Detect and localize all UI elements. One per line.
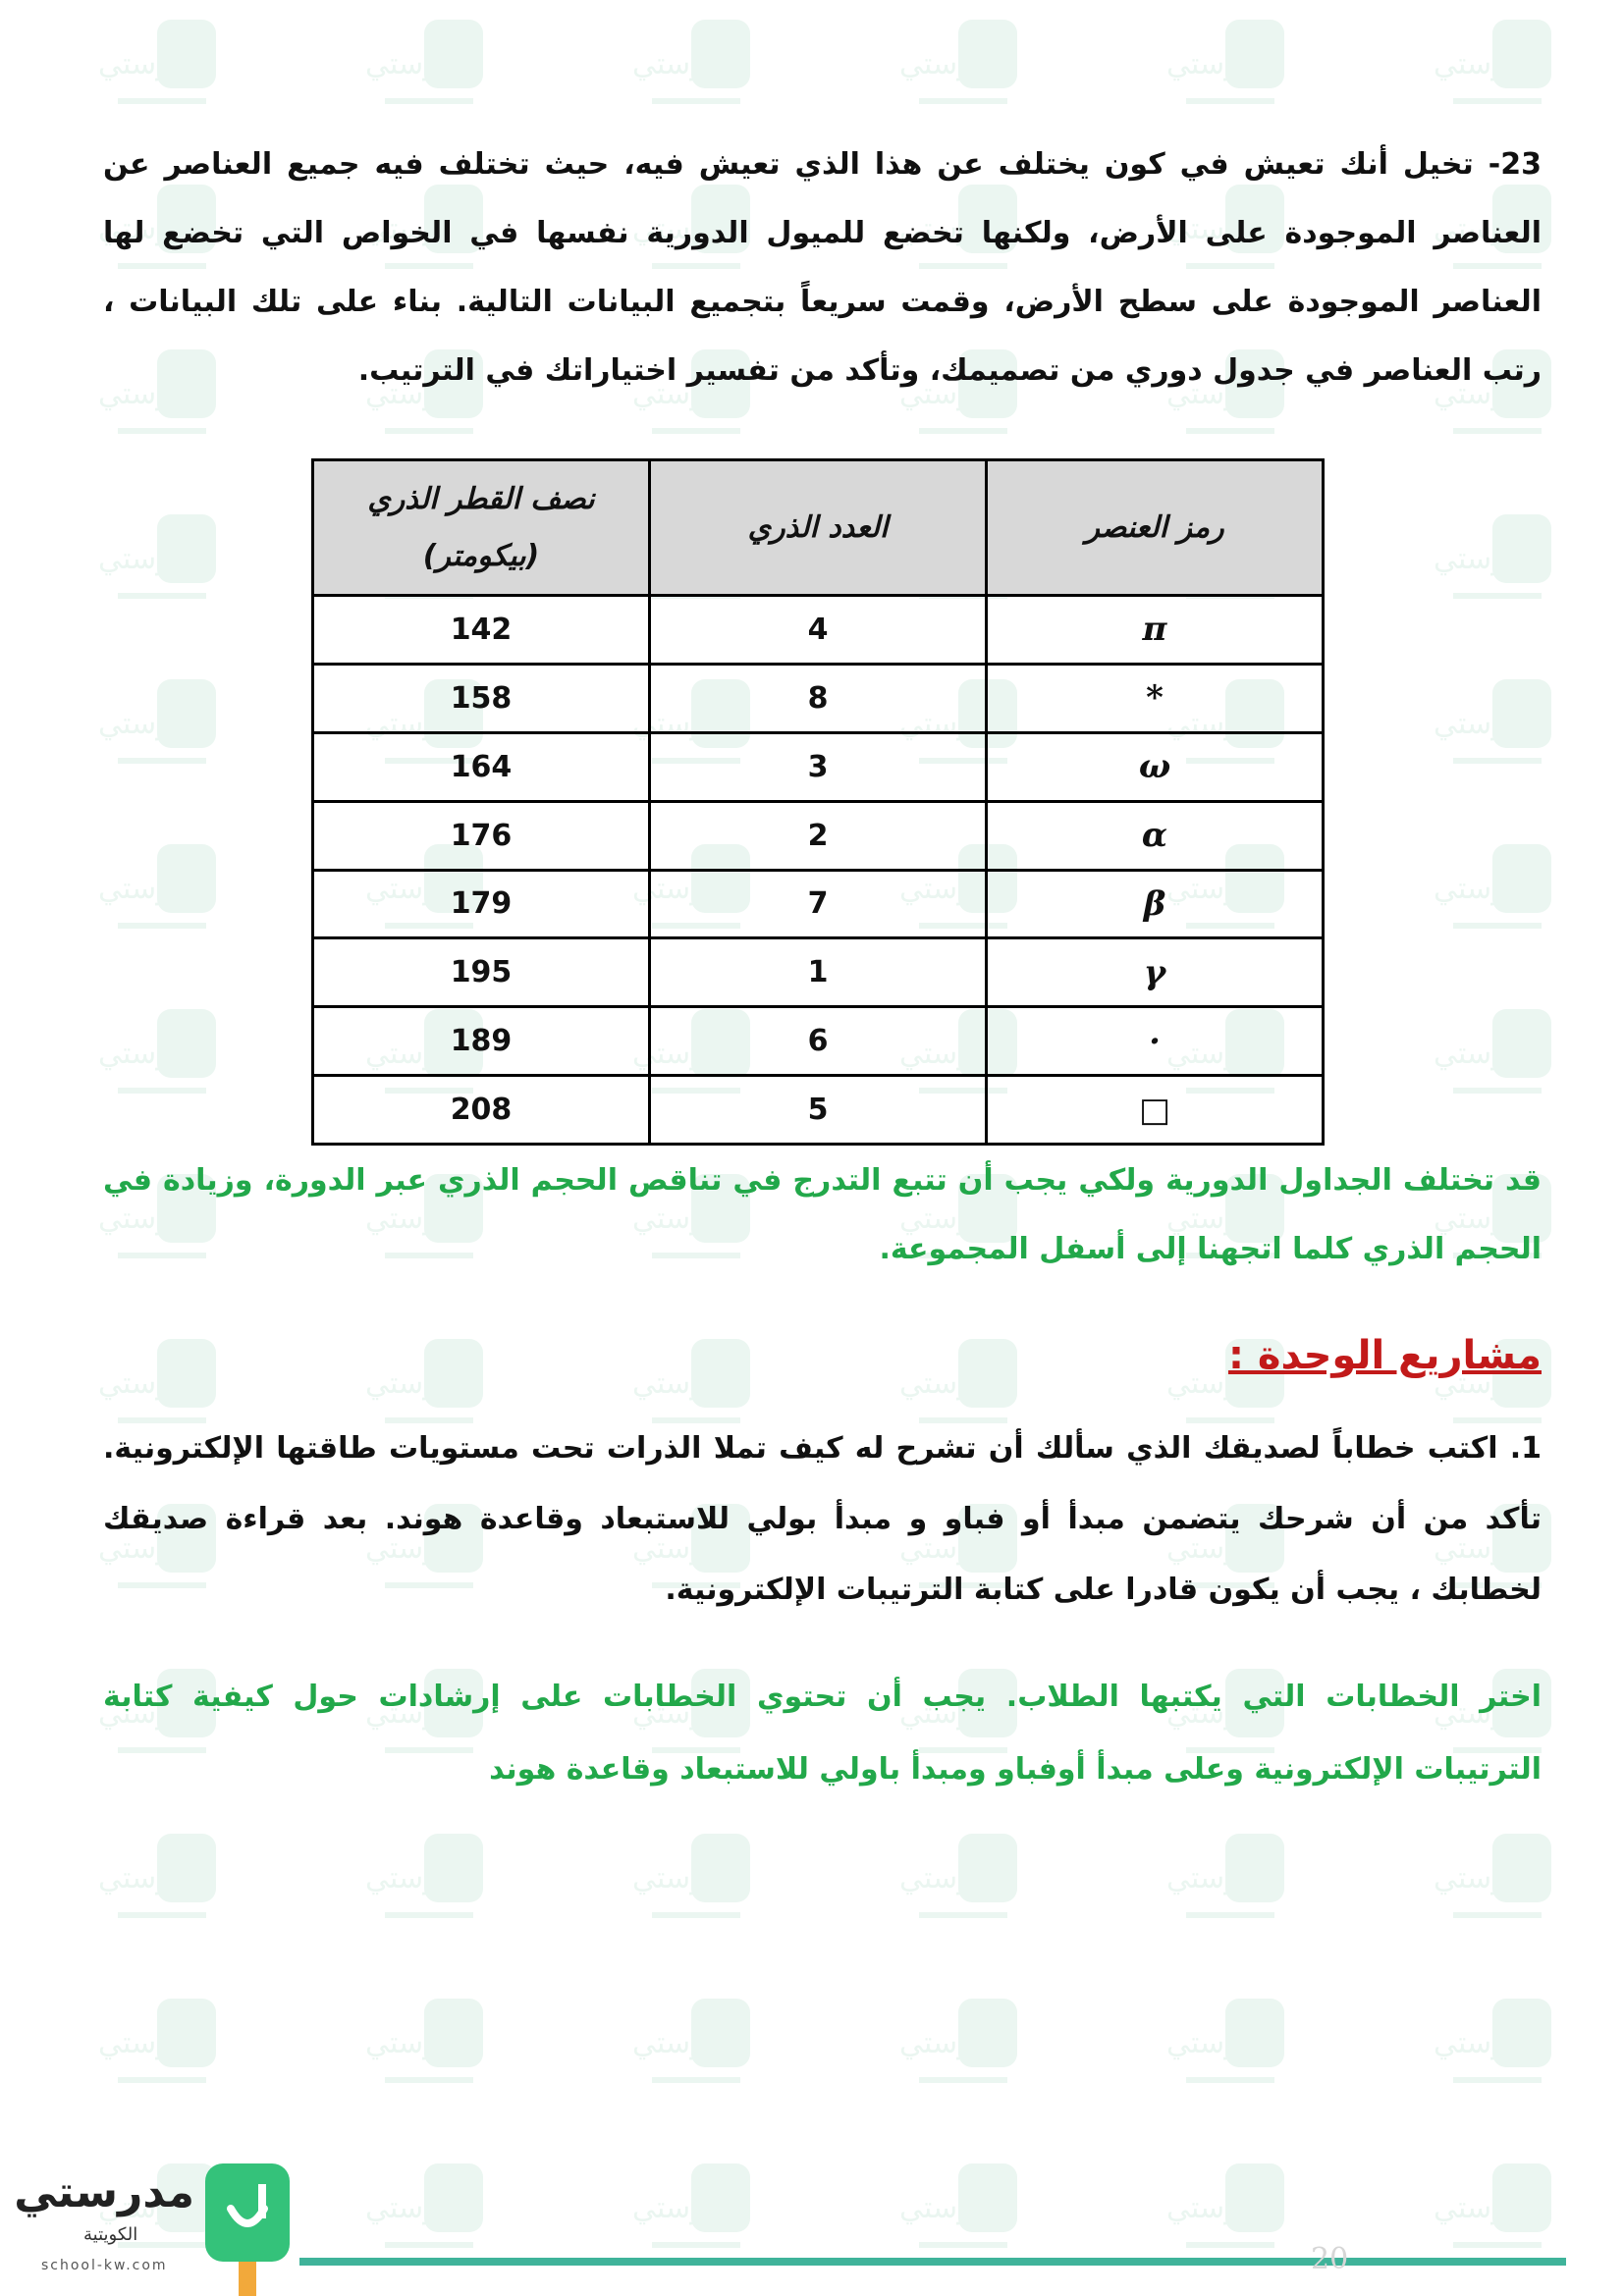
cell-atomic-number: 3 xyxy=(650,732,987,801)
cell-radius: 179 xyxy=(313,870,650,938)
page-number: 20 xyxy=(1311,2242,1349,2276)
cell-radius: 189 xyxy=(313,1007,650,1076)
header-atomic-radius xyxy=(313,460,650,596)
table-row xyxy=(313,801,1324,870)
table-row xyxy=(313,1007,1324,1076)
table-row xyxy=(313,596,1324,665)
table-row xyxy=(313,1076,1324,1145)
element-data-table xyxy=(311,458,1325,1146)
cell-radius: 176 xyxy=(313,801,650,870)
question-23-text: 23- تخيل أنك تعيش في كون يختلف عن هذا الذي تعيش فيه، حيث تختلف فيه جميع العناصر عن العناصر الموجودة على الأرض، ولكنها تخضع للميول الدورية نفسها في الخواص التي تخضع لها العناصر الموجودة على سطح الأرض، وقمت سريعاً بتجميع البيانات التالية. بناء على تلك البيانات ، رتب العناصر في جدول دوري من تصميمك، وتأكد من تفسير اختياراتك في الترتيب. xyxy=(103,147,1542,388)
cell-radius: 158 xyxy=(313,664,650,732)
cell-atomic-number: 6 xyxy=(650,1007,987,1076)
logo-subtitle: الكويتية xyxy=(83,2224,138,2245)
table-header-row xyxy=(313,460,1324,596)
cell-symbol: π xyxy=(987,596,1324,665)
table-row xyxy=(313,732,1324,801)
cell-symbol: · xyxy=(987,1007,1324,1076)
cell-symbol: ω xyxy=(987,732,1324,801)
cell-atomic-number: 2 xyxy=(650,801,987,870)
cell-atomic-number: 5 xyxy=(650,1076,987,1145)
cell-symbol: α xyxy=(987,801,1324,870)
cell-radius: 208 xyxy=(313,1076,650,1145)
logo-name: مدرستي xyxy=(14,2167,194,2217)
cell-radius: 195 xyxy=(313,938,650,1007)
header-radius-line1: نصف القطر الذري xyxy=(367,481,595,516)
cell-atomic-number: 7 xyxy=(650,870,987,938)
table-row xyxy=(313,870,1324,938)
project-1-answer: اختر الخطابات التي يكتبها الطلاب. يجب أن تحتوي الخطابات على إرشادات حول كيفية كتابة الترتيبات الإلكترونية وعلى مبدأ أوفباو ومبدأ باولي للاستبعاد وقاعدة هوند xyxy=(103,1680,1542,1787)
project-1-text: 1. اكتب خطاباً لصديقك الذي سألك أن تشرح له كيف تملا الذرات تحت مستويات طاقتها الإلكترونية. تأكد من أن شرحك يتضمن مبدأ أو فباو و مبدأ بولي للاستبعاد وقاعدة هوند. بعد قراءة صديقك لخطابك ، يجب أن يكون قادرا على كتابة الترتيبات الإلكترونية. xyxy=(103,1431,1542,1607)
cell-radius: 164 xyxy=(313,732,650,801)
unit-projects-heading: مشاريع الوحدة : xyxy=(1227,1333,1542,1378)
cell-atomic-number: 4 xyxy=(650,596,987,665)
header-symbol: رمز العنصر xyxy=(987,460,1324,596)
cell-symbol: □ xyxy=(987,1076,1324,1145)
cell-radius: 142 xyxy=(313,596,650,665)
answer-23-text: قد تختلف الجداول الدورية ولكي يجب أن تتبع التدرج في تناقص الحجم الذري عبر الدورة، وزيادة في الحجم الذري كلما اتجهنا إلى أسفل المجموعة. xyxy=(103,1163,1542,1266)
header-atomic-number: العدد الذري xyxy=(650,460,987,596)
cell-atomic-number: 1 xyxy=(650,938,987,1007)
cell-symbol: * xyxy=(987,664,1324,732)
school-logo xyxy=(14,2160,295,2296)
table-row xyxy=(313,664,1324,732)
cell-atomic-number: 8 xyxy=(650,664,987,732)
logo-url: school-kw.com xyxy=(41,2258,168,2273)
header-radius-line2: (بيكومتر) xyxy=(422,538,540,573)
footer-divider xyxy=(299,2258,1566,2266)
table-row xyxy=(313,938,1324,1007)
logo-mark-icon xyxy=(201,2160,295,2296)
cell-symbol: γ xyxy=(987,938,1324,1007)
cell-symbol: β xyxy=(987,870,1324,938)
